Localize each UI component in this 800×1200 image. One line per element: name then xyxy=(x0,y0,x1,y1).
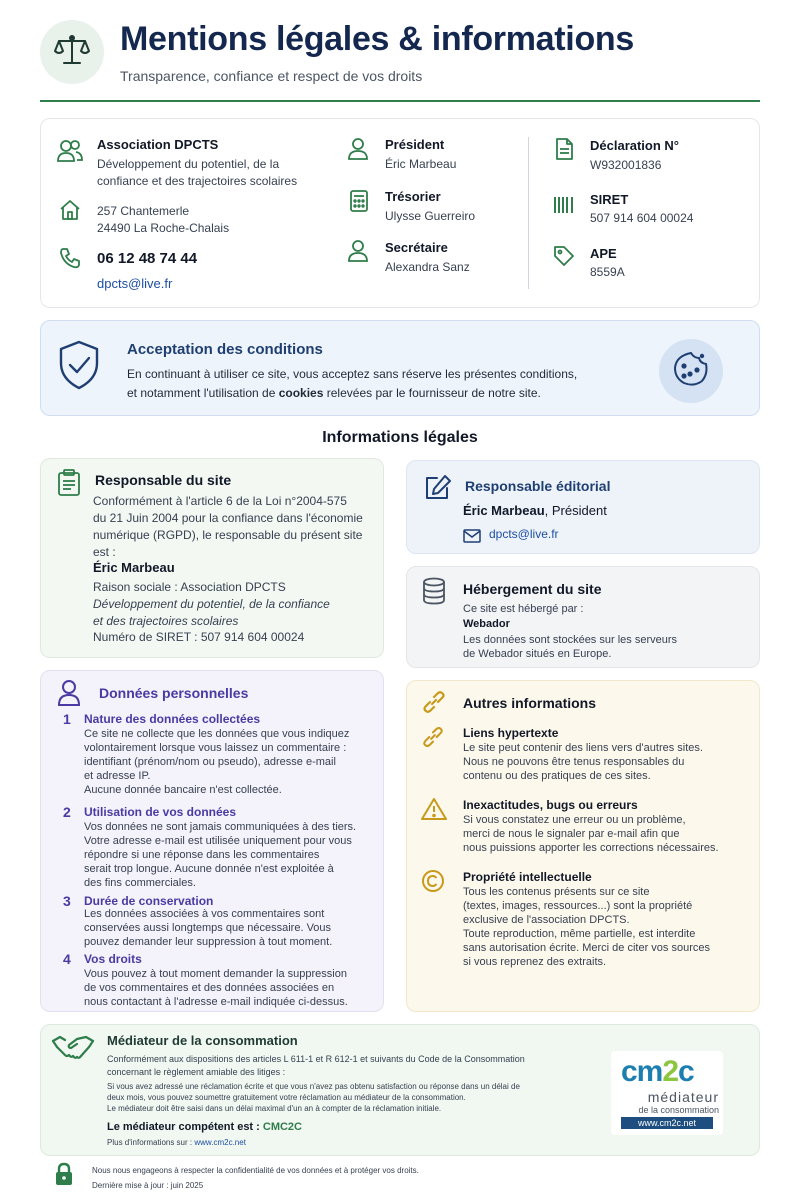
personal-item-title: Vos droits xyxy=(84,952,142,966)
ape-label: APE xyxy=(590,246,617,261)
acceptance-title: Acceptation des conditions xyxy=(127,341,323,358)
site-owner-siret: Numéro de SIRET : 507 914 604 00024 xyxy=(93,630,305,644)
president-label: Président xyxy=(385,137,445,152)
user-icon xyxy=(57,679,81,707)
shield-check-icon xyxy=(57,339,101,391)
item-number: 3 xyxy=(63,893,71,909)
barcode-icon xyxy=(553,195,575,215)
item-number: 4 xyxy=(63,951,71,967)
personal-data-title: Données personnelles xyxy=(99,685,249,701)
warning-icon xyxy=(421,797,447,821)
personal-item-title: Nature des données collectées xyxy=(84,712,261,726)
edit-icon xyxy=(423,473,453,501)
association-name: Association DPCTS xyxy=(97,137,219,152)
hosting-storage: Les données sont stockées sur les serveurs de Webador situés en Europe. xyxy=(463,634,678,660)
other-info-title: Autres informations xyxy=(463,695,597,711)
other-item-text: Tous les contenus présents sur ce site (textes, images, ressources...) sont la propriété exclusive de l'association DPCTS. Toute reproduction, même partielle, est interdite sans autorisation écrite. Merci de citer vos sources si vous reprenez des extraits. xyxy=(463,886,710,968)
personal-item-title: Utilisation de vos données xyxy=(84,805,237,819)
personal-item-text: Vos données ne sont jamais communiquées à des tiers. Votre adresse e-mail est utilisée uniquement pour vous répondre si une réponse dans les commentaires serait trop longue. Aucune donnée n'est exploitée à des fins commerciales. xyxy=(84,821,357,889)
editorial-card xyxy=(406,460,760,554)
other-item-text: Le site peut contenir des liens vers d'autres sites. Nous ne pouvons être tenus responsables du contenu ou des pratiques de ces sites. xyxy=(463,742,703,782)
logo xyxy=(40,20,104,84)
treasurer-name: Ulysse Guerreiro xyxy=(385,209,476,223)
declaration-value: W932001836 xyxy=(590,158,662,172)
item-number: 1 xyxy=(63,711,71,727)
database-icon xyxy=(421,577,447,605)
siret-label: SIRET xyxy=(590,192,629,207)
lock-icon xyxy=(54,1162,74,1186)
legal-section-title: Informations légales xyxy=(322,429,478,446)
tag-icon xyxy=(553,245,575,267)
association-address: 257 Chantemerle 24490 La Roche-Chalais xyxy=(97,204,230,235)
site-owner-description: Développement du potentiel, de la confiance et des trajectoires scolaires xyxy=(93,597,330,628)
editorial-email-link[interactable]: dpcts@live.fr xyxy=(489,527,559,541)
phone-icon xyxy=(59,247,81,269)
mediator-website-link[interactable]: www.cm2c.net xyxy=(194,1138,246,1147)
mediator-more-info: Plus d'informations sur : www.cm2c.net xyxy=(107,1138,246,1147)
site-owner-intro: Conformément à l'article 6 de la Loi n°2004-575 du 21 Juin 2004 pour la confiance dans l'économie numérique (RGPD), le responsable du présent site est : xyxy=(93,494,363,559)
hosting-provider: Webador xyxy=(463,618,510,630)
document-icon xyxy=(554,137,574,161)
ape-value: 8559A xyxy=(590,265,625,279)
site-owner-name: Éric Marbeau xyxy=(93,560,175,575)
page-title: Mentions légales & informations xyxy=(120,20,634,58)
person-icon xyxy=(347,137,369,161)
cookie-badge xyxy=(659,339,723,403)
cookie-icon xyxy=(672,350,710,393)
item-number: 2 xyxy=(63,804,71,820)
personal-item-text: Vous pouvez à tout moment demander la suppression de vos commentaires et des données associées en nous contactant à l'adresse e-mail indiquée ci-dessus. xyxy=(84,968,348,1008)
users-icon xyxy=(57,139,83,163)
personal-item-text: Les données associées à vos commentaires sont conservées aussi longtemps que nécessaire. Vous pouvez demander leur suppression à tout moment. xyxy=(84,908,333,948)
column-divider xyxy=(528,137,529,289)
privacy-note: Nous nous engageons à respecter la confidentialité de vos données et à protéger vos droits. xyxy=(92,1166,419,1175)
home-icon xyxy=(59,199,81,221)
acceptance-card xyxy=(40,320,760,416)
other-info-card xyxy=(406,680,760,1012)
mediator-intro: Conformément aux dispositions des articles L 611-1 et R 612-1 et suivants du Code de la Consommation concernant le règlement amiable des litiges : xyxy=(107,1054,525,1077)
secretary-label: Secrétaire xyxy=(385,240,448,255)
mediator-procedure: Si vous avez adressé une réclamation écrite et que vous n'avez pas obtenu satisfaction ou réponse dans un délai de deux mois, vous pouvez soumettre gratuitement votre réclamation au médiateur de la consommation. Le médiateur doit être saisi dans un délai maximal d'un an à compter de la réclamation initiale. xyxy=(107,1082,520,1113)
hosting-card xyxy=(406,566,760,668)
acceptance-text: En continuant à utiliser ce site, vous acceptez sans réserve les présentes conditions, et notamment l'utilisation de cookies relevées par le fournisseur de notre site. xyxy=(127,367,578,400)
other-item-text: Si vous constatez une erreur ou un problème, merci de nous le signaler par e-mail afin que nous puissions apporter les corrections nécessaires. xyxy=(463,814,719,854)
siret-value: 507 914 604 00024 xyxy=(590,211,694,225)
association-info-card xyxy=(40,118,760,308)
personal-item-title: Durée de conservation xyxy=(84,894,214,908)
association-email-link[interactable]: dpcts@live.fr xyxy=(97,276,173,291)
clipboard-icon xyxy=(57,469,81,497)
hosting-line1: Ce site est hébergé par : xyxy=(463,603,584,615)
cm2c-logo: cm2c médiateur de la consommation www.cm2c.net xyxy=(611,1051,723,1135)
mediator-title: Médiateur de la consommation xyxy=(107,1033,298,1048)
copyright-icon xyxy=(421,869,445,893)
secretary-name: Alexandra Sanz xyxy=(385,260,470,274)
president-name: Éric Marbeau xyxy=(385,157,457,171)
personal-data-card xyxy=(40,670,384,1012)
link-icon xyxy=(421,725,445,749)
treasurer-label: Trésorier xyxy=(385,189,441,204)
site-owner-title: Responsable du site xyxy=(95,472,232,488)
mediator-competent: Le médiateur compétent est : CMC2C xyxy=(107,1121,302,1133)
calculator-icon xyxy=(349,189,369,213)
editorial-title: Responsable éditorial xyxy=(465,478,611,494)
association-phone: 06 12 48 74 44 xyxy=(97,250,198,267)
other-item-title: Inexactitudes, bugs ou erreurs xyxy=(463,798,638,812)
other-item-title: Liens hypertexte xyxy=(463,726,559,740)
declaration-label: Déclaration N° xyxy=(590,138,680,153)
editorial-person: Éric Marbeau, Président xyxy=(463,503,607,518)
other-item-title: Propriété intellectuelle xyxy=(463,870,592,884)
scales-icon xyxy=(53,33,91,72)
hosting-title: Hébergement du site xyxy=(463,581,602,597)
page-subtitle: Transparence, confiance et respect de vos droits xyxy=(120,68,423,84)
mail-icon xyxy=(463,529,481,543)
last-updated: Dernière mise à jour : juin 2025 xyxy=(92,1181,204,1190)
person-icon xyxy=(347,239,369,263)
site-owner-card xyxy=(40,458,384,658)
link-icon xyxy=(421,689,447,715)
page-header xyxy=(40,18,760,102)
site-owner-company: Raison sociale : Association DPCTS xyxy=(93,580,286,594)
association-description: Développement du potentiel, de la confiance et des trajectoires scolaires xyxy=(97,157,298,188)
mediator-card xyxy=(40,1024,760,1156)
personal-item-text: Ce site ne collecte que les données que vous indiquez volontairement lorsque vous laissez un commentaire : identifiant (prénom/nom ou pseudo), adresse e-mail et adresse IP. Aucune donnée bancaire n'est collectée. xyxy=(84,728,350,796)
handshake-icon xyxy=(51,1033,95,1063)
